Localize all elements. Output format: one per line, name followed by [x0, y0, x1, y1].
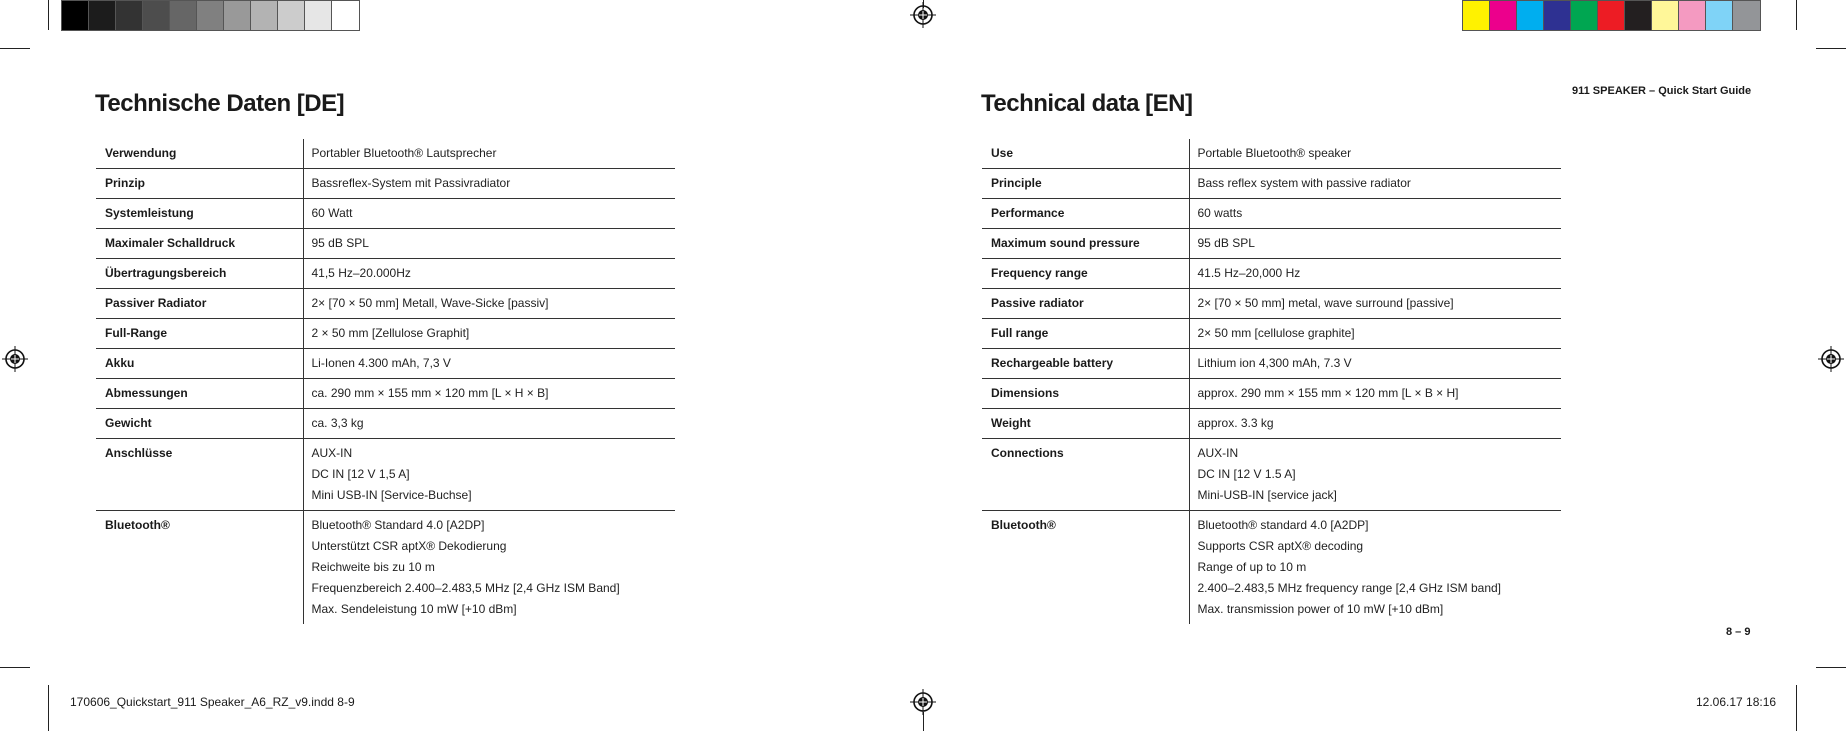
spec-value — [1189, 439, 1561, 511]
spec-label: Bluetooth® — [982, 511, 1189, 625]
color-swatch — [1544, 1, 1571, 30]
table-row — [982, 349, 1561, 379]
spec-label: Verwendung — [96, 139, 303, 169]
spec-value — [303, 409, 675, 439]
spec-value — [1189, 511, 1561, 625]
table-row — [982, 199, 1561, 229]
color-swatch — [1679, 1, 1706, 30]
spec-value-line: 2 × 50 mm [Zellulose Graphit] — [311, 326, 470, 340]
spec-value-line: 41.5 Hz–20,000 Hz — [1197, 266, 1301, 280]
table-row — [96, 511, 675, 625]
table-row — [982, 319, 1561, 349]
spec-value-line: approx. 3.3 kg — [1197, 416, 1274, 430]
spec-label: Principle — [982, 169, 1189, 199]
spec-label: Maximaler Schalldruck — [96, 229, 303, 259]
spec-value — [303, 229, 675, 259]
color-swatch — [1652, 1, 1679, 30]
spec-value — [303, 379, 675, 409]
spec-label: Gewicht — [96, 409, 303, 439]
spec-value-line: Range of up to 10 m — [1197, 560, 1307, 574]
spec-value-line: Max. Sendeleistung 10 mW [+10 dBm] — [311, 602, 517, 616]
spec-label: Full range — [982, 319, 1189, 349]
color-swatch — [1625, 1, 1652, 30]
spec-value-line: 95 dB SPL — [1197, 236, 1255, 250]
crop-mark — [1796, 685, 1797, 731]
color-swatch — [278, 1, 305, 30]
table-row — [96, 439, 675, 511]
spec-value — [303, 259, 675, 289]
crop-mark — [48, 0, 49, 30]
spec-value-line: DC IN [12 V 1.5 A] — [1197, 467, 1296, 481]
color-swatch — [1733, 1, 1760, 30]
table-row — [982, 259, 1561, 289]
registration-mark-icon — [910, 689, 936, 715]
spec-value — [303, 319, 675, 349]
spec-value-line: Bluetooth® Standard 4.0 [A2DP] — [311, 518, 485, 532]
grayscale-color-bar — [61, 0, 360, 31]
spec-value-line: 60 Watt — [311, 206, 353, 220]
color-swatch — [116, 1, 143, 30]
color-swatch — [143, 1, 170, 30]
spec-value-line: Reichweite bis zu 10 m — [311, 560, 435, 574]
spec-value — [303, 139, 675, 169]
spec-label: Connections — [982, 439, 1189, 511]
page-title-en: Technical data [EN] — [981, 90, 1193, 117]
table-row — [96, 169, 675, 199]
crop-mark — [1796, 0, 1797, 30]
spec-value — [1189, 319, 1561, 349]
spec-table-en — [982, 139, 1561, 624]
slug-filename: 170606_Quickstart_911 Speaker_A6_RZ_v9.indd 8-9 — [70, 695, 355, 709]
spec-value-line: Li-Ionen 4.300 mAh, 7,3 V — [311, 356, 451, 370]
table-row — [96, 319, 675, 349]
crop-mark — [0, 667, 30, 668]
running-head: 911 SPEAKER – Quick Start Guide — [1572, 85, 1752, 97]
color-swatch — [305, 1, 332, 30]
spec-value — [1189, 229, 1561, 259]
table-row — [982, 439, 1561, 511]
table-row — [96, 259, 675, 289]
spec-value — [1189, 139, 1561, 169]
spec-value-line: AUX-IN — [1197, 446, 1239, 460]
table-row — [982, 169, 1561, 199]
spec-value-line: ca. 3,3 kg — [311, 416, 364, 430]
spec-value — [1189, 379, 1561, 409]
spec-label: Akku — [96, 349, 303, 379]
table-row — [96, 139, 675, 169]
spec-label: Übertragungsbereich — [96, 259, 303, 289]
spec-label: Passiver Radiator — [96, 289, 303, 319]
spec-value-line: 2.400–2.483,5 MHz frequency range [2,4 GHz ISM band] — [1197, 581, 1502, 595]
spec-label: Passive radiator — [982, 289, 1189, 319]
crop-mark — [1816, 48, 1846, 49]
spec-value-line: Frequenzbereich 2.400–2.483,5 MHz [2,4 GHz ISM Band] — [311, 581, 620, 595]
spec-label: Maximum sound pressure — [982, 229, 1189, 259]
spec-value-line: AUX-IN — [311, 446, 353, 460]
table-row — [982, 379, 1561, 409]
spec-label: Abmessungen — [96, 379, 303, 409]
page-number: 8 – 9 — [1726, 626, 1751, 638]
crop-mark — [48, 685, 49, 731]
table-row — [96, 199, 675, 229]
spec-value-line: Bassreflex-System mit Passivradiator — [311, 176, 511, 190]
table-row — [982, 229, 1561, 259]
spec-value-line: Mini USB-IN [Service-Buchse] — [311, 488, 472, 502]
table-row — [982, 289, 1561, 319]
spec-value-line: 2× 50 mm [cellulose graphite] — [1197, 326, 1355, 340]
spec-value-line: ca. 290 mm × 155 mm × 120 mm [L × H × B] — [311, 386, 549, 400]
spec-label: Bluetooth® — [96, 511, 303, 625]
spec-value — [1189, 349, 1561, 379]
color-swatch — [89, 1, 116, 30]
spec-value — [1189, 409, 1561, 439]
spec-value-line: Max. transmission power of 10 mW [+10 dBm] — [1197, 602, 1444, 616]
spec-value-line: 2× [70 × 50 mm] metal, wave surround [passive] — [1197, 296, 1454, 310]
spec-value-line: approx. 290 mm × 155 mm × 120 mm [L × B × H] — [1197, 386, 1459, 400]
spec-value — [1189, 199, 1561, 229]
spec-value — [1189, 169, 1561, 199]
spec-value-line: Bluetooth® standard 4.0 [A2DP] — [1197, 518, 1369, 532]
spec-value-line: Supports CSR aptX® decoding — [1197, 539, 1364, 553]
color-swatch — [197, 1, 224, 30]
spec-value-line: 95 dB SPL — [311, 236, 369, 250]
spec-label: Performance — [982, 199, 1189, 229]
spec-value — [303, 199, 675, 229]
color-swatch — [332, 1, 359, 30]
spec-value — [303, 289, 675, 319]
spec-label: Anschlüsse — [96, 439, 303, 511]
spec-label: Rechargeable battery — [982, 349, 1189, 379]
spec-value-line: Portabler Bluetooth® Lautsprecher — [311, 146, 497, 160]
color-swatch — [1463, 1, 1490, 30]
spec-value-line: 60 watts — [1197, 206, 1243, 220]
registration-mark-icon — [2, 346, 28, 372]
spec-table-de — [96, 139, 675, 624]
spec-label: Dimensions — [982, 379, 1189, 409]
table-row — [982, 139, 1561, 169]
spec-value — [303, 511, 675, 625]
table-row — [96, 349, 675, 379]
process-color-bar — [1462, 0, 1761, 31]
spec-value-line: DC IN [12 V 1,5 A] — [311, 467, 410, 481]
registration-mark-icon — [1818, 346, 1844, 372]
color-swatch — [224, 1, 251, 30]
table-row — [96, 379, 675, 409]
spec-value — [303, 169, 675, 199]
spec-value-line: Lithium ion 4,300 mAh, 7.3 V — [1197, 356, 1352, 370]
spec-label: Weight — [982, 409, 1189, 439]
crop-mark — [1816, 667, 1846, 668]
color-swatch — [1517, 1, 1544, 30]
spec-value-line: 41,5 Hz–20.000Hz — [311, 266, 411, 280]
spec-value-line: Mini-USB-IN [service jack] — [1197, 488, 1337, 502]
color-swatch — [1598, 1, 1625, 30]
crop-mark — [0, 48, 30, 49]
spec-value — [303, 439, 675, 511]
spec-value-line: 2× [70 × 50 mm] Metall, Wave-Sicke [passiv] — [311, 296, 549, 310]
spec-value-line: Portable Bluetooth® speaker — [1197, 146, 1352, 160]
spec-value — [1189, 259, 1561, 289]
spec-label: Frequency range — [982, 259, 1189, 289]
table-row — [96, 229, 675, 259]
color-swatch — [1490, 1, 1517, 30]
color-swatch — [251, 1, 278, 30]
color-swatch — [1706, 1, 1733, 30]
spec-value — [1189, 289, 1561, 319]
table-row — [982, 511, 1561, 625]
color-swatch — [1571, 1, 1598, 30]
registration-mark-icon — [910, 2, 936, 28]
spec-value-line: Bass reflex system with passive radiator — [1197, 176, 1411, 190]
spec-value — [303, 349, 675, 379]
spec-label: Systemleistung — [96, 199, 303, 229]
color-swatch — [170, 1, 197, 30]
table-row — [982, 409, 1561, 439]
color-swatch — [62, 1, 89, 30]
spec-value-line: Unterstützt CSR aptX® Dekodierung — [311, 539, 507, 553]
spec-label: Full-Range — [96, 319, 303, 349]
slug-datetime: 12.06.17 18:16 — [1696, 695, 1777, 709]
page-title-de: Technische Daten [DE] — [95, 90, 345, 117]
spec-label: Use — [982, 139, 1189, 169]
spec-label: Prinzip — [96, 169, 303, 199]
table-row — [96, 289, 675, 319]
table-row — [96, 409, 675, 439]
